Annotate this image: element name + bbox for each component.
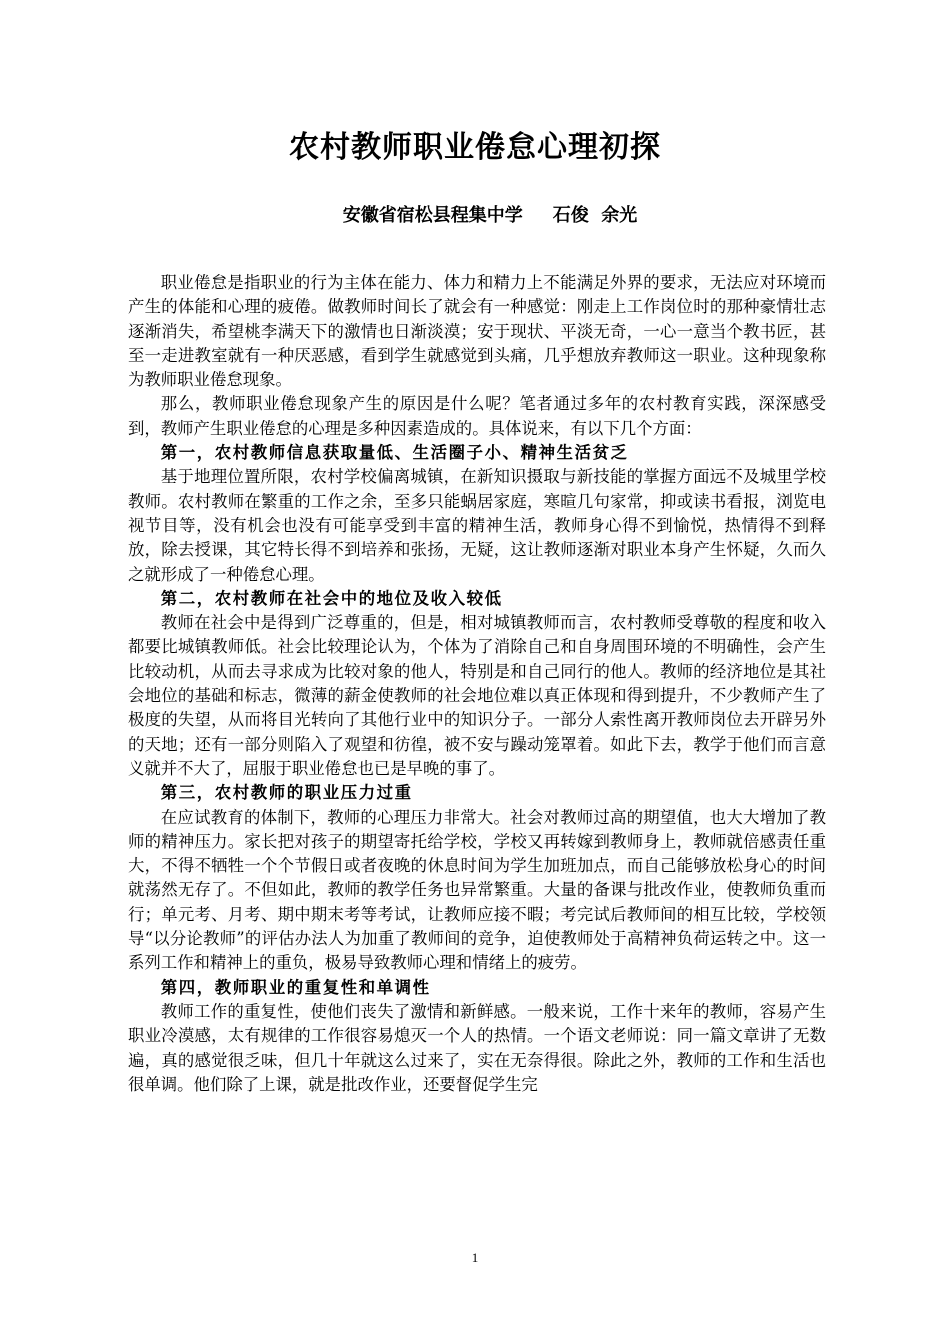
document-title: 农村教师职业倦怠心理初探 bbox=[289, 130, 661, 165]
section-heading-1: 第一，农村教师信息获取量低、生活圈子小、精神生活贫乏 bbox=[160, 443, 629, 463]
article-body bbox=[128, 271, 826, 1097]
section-paragraph-2: 教师在社会中是得到广泛尊重的，但是，相对城镇教师而言，农村教师受尊敬的程度和收入都要比城镇教师低。社会比较理论认为，个体为了消除自己和自身周围环境的不明确性，会产生比较动机，从而去寻求成为比较对象的他人，特别是和自己同行的他人。教师的经济地位是其社会地位的基础和标志，微薄的薪金使教师的社会地位难以真正体现和得到提升，不少教师产生了极度的失望，从而将目光转向了其他行业中的知识分子。一部分人索性离开教师岗位去开辟另外的天地；还有一部分则陷入了观望和彷徨，被不安与躁动笼罩着。如此下去，教学于他们而言意义就并不大了，屈服于职业倦怠也已是早晚的事了。 bbox=[128, 613, 826, 778]
intro-paragraph-1: 职业倦怠是指职业的行为主体在能力、体力和精力上不能满足外界的要求，无法应对环境而产生的体能和心理的疲倦。做教师时间长了就会有一种感觉：刚走上工作岗位时的那种豪情壮志逐渐消失，希望桃李满天下的激情也日渐淡漠；安于现状、平淡无奇，一心一意当个教书匠，甚至一走进教室就有一种厌恶感，看到学生就感觉到头痛，几乎想放弃教师这一职业。这种现象称为教师职业倦怠现象。 bbox=[128, 273, 826, 390]
byline-school: 安徽省宿松县程集中学 bbox=[342, 205, 523, 226]
section-heading-3: 第三，农村教师的职业压力过重 bbox=[160, 783, 413, 803]
section-paragraph-3: 在应试教育的体制下，教师的心理压力非常大。社会对教师过高的期望值，也大大增加了教师的精神压力。家长把对孩子的期望寄托给学校，学校又再转嫁到教师身上，教师就倍感责任重大，不得不牺牲一个个节假日或者夜晚的休息时间为学生加班加点，而自己能够放松身心的时间就荡然无存了。不但如此，教师的教学任务也异常繁重。大量的备课与批改作业，使教师负重而行；单元考、月考、期中期末考等考试，让教师应接不暇；考完试后教师间的相互比较，学校领导“以分论教师”的评估办法人为加重了教师间的竞争，迫使教师处于高精神负荷运转之中。这一系列工作和精神上的重负，极易导致教师心理和情绪上的疲劳。 bbox=[128, 807, 826, 973]
intro-paragraph-2: 那么，教师职业倦怠现象产生的原因是什么呢？笔者通过多年的农村教育实践，深深感受到，教师产生职业倦怠的心理是多种因素造成的。具体说来，有以下几个方面： bbox=[128, 394, 826, 438]
section-paragraph-4: 教师工作的重复性，使他们丧失了激情和新鲜感。一般来说，工作十来年的教师，容易产生职业冷漠感，太有规律的工作很容易熄灭一个人的热情。一个语文老师说：同一篇文章讲了无数遍，真的感觉很乏味，但几十年就这么过来了，实在无奈得很。除此之外，教师的工作和生活也很单调。他们除了上课，就是批改作业，还要督促学生完 bbox=[128, 1001, 826, 1094]
section-heading-4: 第四，教师职业的重复性和单调性 bbox=[160, 977, 431, 997]
section-heading-2: 第二，农村教师在社会中的地位及收入较低 bbox=[160, 588, 503, 608]
section-paragraph-1: 基于地理位置所限，农村学校偏离城镇，在新知识摄取与新技能的掌握方面远不及城里学校教师。农村教师在繁重的工作之余，至多只能蜗居家庭，寒暄几句家常，抑或读书看报，浏览电视节目等，没有机会也没有可能享受到丰富的精神生活，教师身心得不到愉悦，热情得不到释放，除去授课，其它特长得不到培养和张扬，无疑，这让教师逐渐对职业本身产生怀疑，久而久之就形成了一种倦怠心理。 bbox=[128, 467, 826, 584]
page-number: 1 bbox=[471, 1250, 479, 1265]
byline-author-1: 石俊 bbox=[552, 205, 589, 226]
byline-author-2: 余光 bbox=[601, 205, 638, 226]
byline bbox=[0, 202, 950, 230]
